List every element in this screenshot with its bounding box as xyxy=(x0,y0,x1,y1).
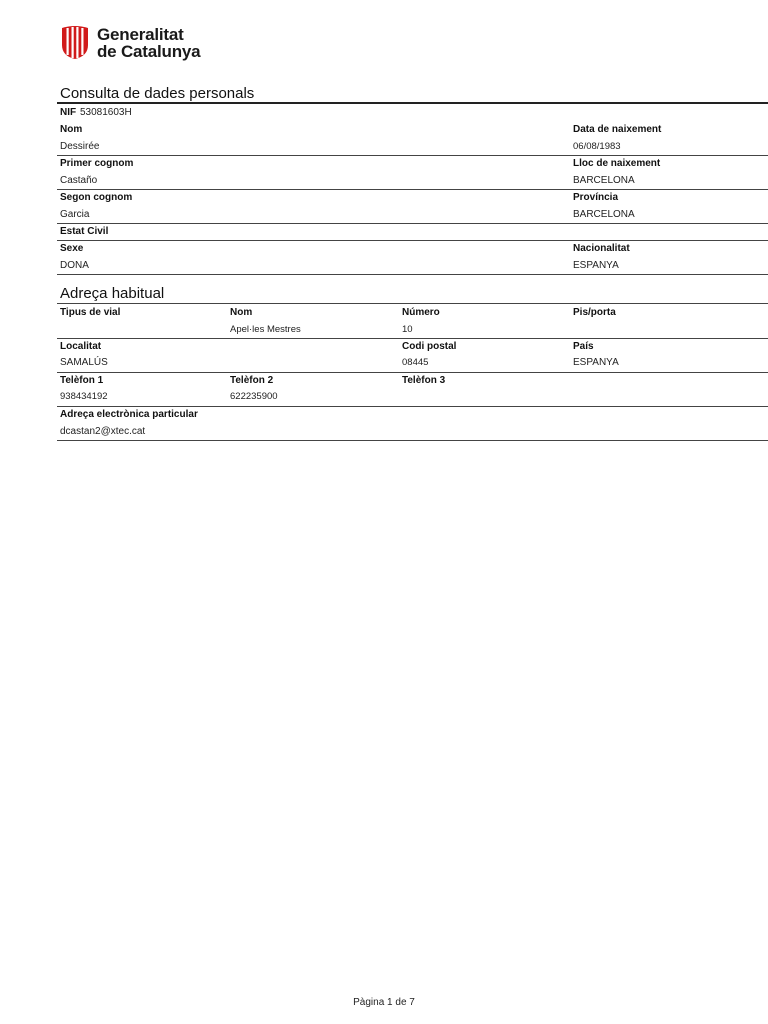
numero-value: 10 xyxy=(402,324,413,335)
codi-postal-value: 08445 xyxy=(402,357,429,368)
localitat-value: SAMALÚS xyxy=(60,357,108,368)
row-divider xyxy=(57,406,768,407)
page-number: Pàgina 1 de 7 xyxy=(353,997,415,1008)
nacionalitat-value: ESPANYA xyxy=(573,260,619,271)
nom-value: Dessirée xyxy=(60,141,100,152)
pis-porta-label: Pis/porta xyxy=(573,307,616,318)
email-label: Adreça electrònica particular xyxy=(60,409,198,420)
data-naixement-label: Data de naixement xyxy=(573,124,662,135)
org-name-line1: Generalitat xyxy=(97,24,184,44)
lloc-naixement-label: Lloc de naixement xyxy=(573,158,661,169)
generalitat-logo xyxy=(60,25,200,60)
sexe-label: Sexe xyxy=(60,243,84,254)
row-divider xyxy=(57,223,768,224)
generalitat-emblem-icon xyxy=(60,25,90,60)
provincia-label: Província xyxy=(573,192,619,203)
telefon1-label: Telèfon 1 xyxy=(60,375,104,386)
nacionalitat-label: Nacionalitat xyxy=(573,243,630,254)
nif-value: 53081603H xyxy=(80,107,132,118)
lloc-naixement-value: BARCELONA xyxy=(573,175,635,186)
row-divider xyxy=(57,189,768,190)
nif-label: NIF xyxy=(60,107,77,118)
nom-label: Nom xyxy=(60,124,83,135)
primer-cognom-label: Primer cognom xyxy=(60,158,134,169)
row-divider xyxy=(57,155,768,156)
telefon2-value: 622235900 xyxy=(230,391,278,402)
personal-section-title: Consulta de dades personals xyxy=(60,85,255,102)
row-divider xyxy=(57,338,768,339)
provincia-value: BARCELONA xyxy=(573,209,635,220)
pais-label: País xyxy=(573,341,594,352)
section-rule xyxy=(57,102,768,104)
pais-value: ESPANYA xyxy=(573,357,619,368)
row-divider xyxy=(57,440,768,441)
org-name xyxy=(97,26,200,60)
estat-civil-label: Estat Civil xyxy=(60,226,109,237)
telefon1-value: 938434192 xyxy=(60,391,108,402)
numero-label: Número xyxy=(402,307,440,318)
address-section-title: Adreça habitual xyxy=(60,285,165,302)
telefon2-label: Telèfon 2 xyxy=(230,375,274,386)
telefon3-label: Telèfon 3 xyxy=(402,375,446,386)
address-nom-label: Nom xyxy=(230,307,253,318)
row-divider xyxy=(57,240,768,241)
tipus-vial-label: Tipus de vial xyxy=(60,307,121,318)
email-value: dcastan2@xtec.cat xyxy=(60,426,146,437)
codi-postal-label: Codi postal xyxy=(402,341,457,352)
sexe-value: DONA xyxy=(60,260,89,271)
segon-cognom-label: Segon cognom xyxy=(60,192,133,203)
data-naixement-value: 06/08/1983 xyxy=(573,141,621,152)
segon-cognom-value: Garcia xyxy=(60,209,90,220)
org-name-line2: de Catalunya xyxy=(97,41,201,61)
address-nom-value: Apel·les Mestres xyxy=(230,324,301,335)
row-divider xyxy=(57,372,768,373)
primer-cognom-value: Castaño xyxy=(60,175,98,186)
row-divider xyxy=(57,274,768,275)
localitat-label: Localitat xyxy=(60,341,102,352)
section-rule xyxy=(57,303,768,304)
